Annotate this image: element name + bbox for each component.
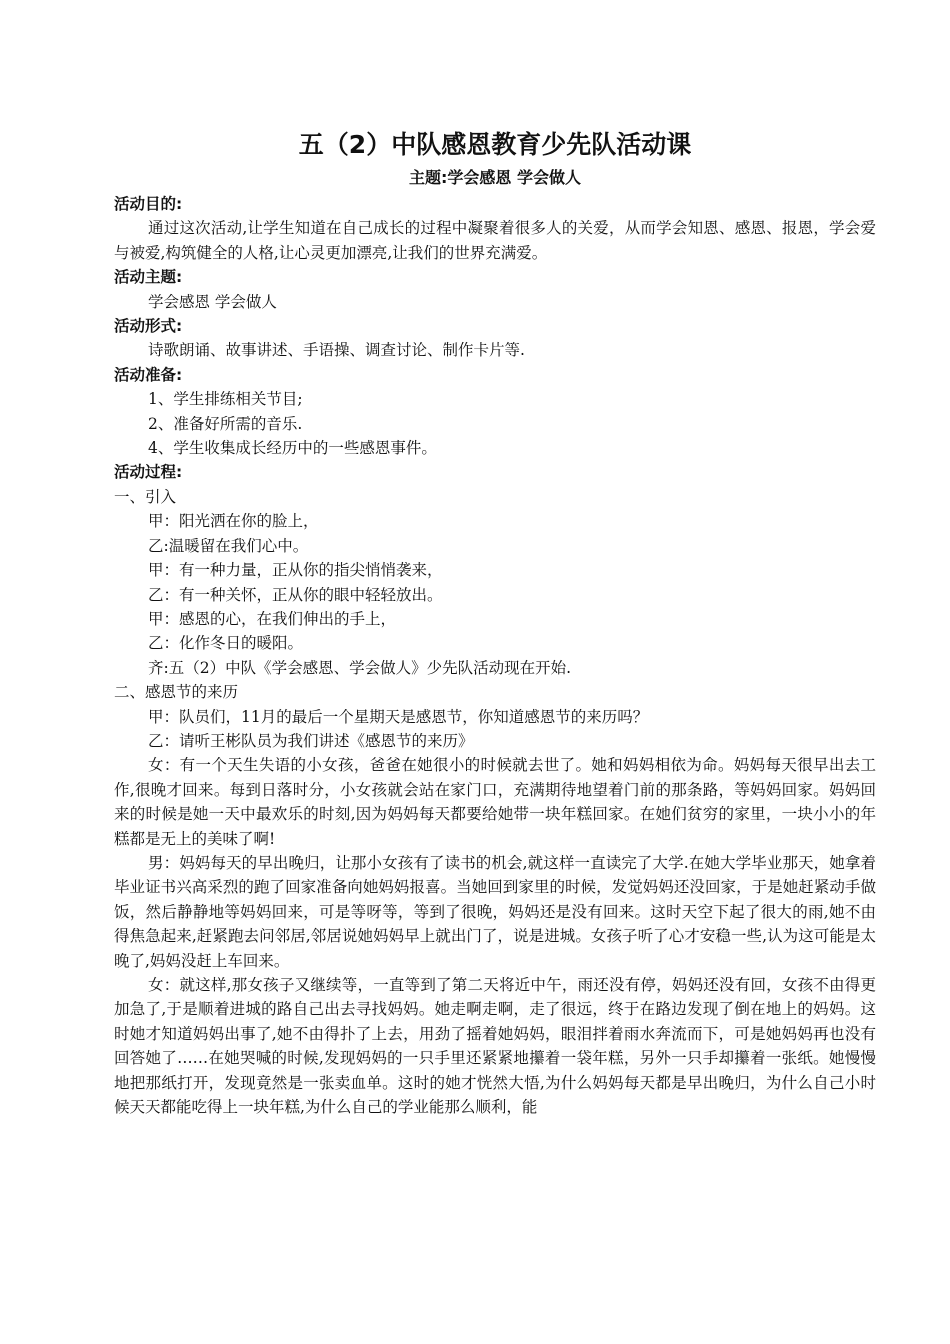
dialogue-line: 齐:五（2）中队《学会感恩、学会做人》少先队活动现在开始. bbox=[148, 658, 572, 677]
dialogue-line: 乙:温暖留在我们心中。 bbox=[148, 536, 309, 555]
section-heading-thanksgiving: 二、感恩节的来历 bbox=[114, 683, 239, 702]
dialogue-line: 甲：有一种力量，正从你的指尖悄悄袭来， bbox=[148, 561, 443, 580]
story-paragraph: 男：妈妈每天的早出晚归，让那小女孩有了读书的机会,就这样一直读完了大学.在她大学毕业那天，她拿着毕业证书兴高采烈的跑了回家准备向她妈妈报喜。当她回到家里的时候，发觉妈妈还没回家，于是她赶紧动手做饭，然后静静地等妈妈回来，可是等呀等，等到了很晚，妈妈还是没有回来。这时天空下起了很大的雨,她不由得焦急起来,赶紧跑去问邻居,邻居说她妈妈早上就出门了，说是进城。女孩子听了心才安稳一些,认为这可能是太晚了,妈妈没赶上车回来。 bbox=[114, 853, 876, 970]
dialogue-line: 乙：化作冬日的暖阳。 bbox=[148, 634, 304, 653]
story-paragraph: 女：有一个天生失语的小女孩，爸爸在她很小的时候就去世了。她和妈妈相依为命。妈妈每天很早出去工作,很晚才回来。每到日落时分，小女孩就会站在家门口，充满期待地望着门前的那条路，等妈妈回家。妈妈回来的时候是她一天中最欢乐的时刻,因为妈妈每天都要给她带一块年糕回家。在她们贫穷的家里，一块小小的年糕都是无上的美味了啊! bbox=[114, 756, 876, 848]
prep-heading: 活动准备: bbox=[114, 365, 183, 384]
dialogue-line: 甲：队员们，11月的最后一个星期天是感恩节，你知道感恩节的来历吗？ bbox=[148, 707, 649, 726]
goal-heading: 活动目的: bbox=[114, 195, 183, 213]
dialogue-line: 乙：有一种关怀，正从你的眼中轻轻放出。 bbox=[148, 585, 443, 604]
document-title: 五（2）中队感恩教育少先队活动课 bbox=[298, 130, 692, 159]
dialogue-line: 甲：阳光洒在你的脸上， bbox=[148, 512, 319, 531]
theme-heading: 活动主题: bbox=[114, 268, 183, 287]
process-heading: 活动过程: bbox=[114, 463, 183, 482]
theme-text: 学会感恩 学会做人 bbox=[148, 292, 277, 311]
dialogue-line: 甲：感恩的心，在我们伸出的手上， bbox=[148, 609, 397, 628]
prep-item: 2、准备好所需的音乐. bbox=[148, 414, 303, 433]
story-paragraph: 女：就这样,那女孩子又继续等，一直等到了第二天将近中午，雨还没有停，妈妈还没有回，女孩不由得更加急了,于是顺着进城的路自己出去寻找妈妈。她走啊走啊，走了很远，终于在路边发现了倒在地上的妈妈。这时她才知道妈妈出事了,她不由得扑了上去，用劲了摇着她妈妈，眼泪拌着雨水奔流而下，可是她妈妈再也没有回答她了……在她哭喊的时候,发现妈妈的一只手里还紧紧地攥着一袋年糕，另外一只手却攥着一张纸。她慢慢地把那纸打开，发现竟然是一张卖血单。这时的她才恍然大悟,为什么妈妈每天都是早出晚归，为什么自己小时候天天都能吃得上一块年糕,为什么自己的学业能那么顺利，能 bbox=[114, 976, 876, 1117]
document-page bbox=[114, 128, 876, 1119]
form-heading: 活动形式: bbox=[114, 317, 183, 336]
section-heading-intro: 一、引入 bbox=[114, 487, 177, 506]
prep-item: 4、学生收集成长经历中的一些感恩事件。 bbox=[148, 439, 437, 458]
form-text: 诗歌朗诵、故事讲述、手语操、调查讨论、制作卡片等. bbox=[148, 341, 525, 360]
document-subtitle: 主题:学会感恩 学会做人 bbox=[409, 168, 581, 187]
goal-text: 通过这次活动,让学生知道在自己成长的过程中凝聚着很多人的关爱，从而学会知恩、感恩、报恩，学会爱与被爱,构筑健全的人格,让心灵更加漂亮,让我们的世界充满爱。 bbox=[114, 219, 876, 262]
prep-item: 1、学生排练相关节目; bbox=[148, 390, 303, 409]
dialogue-line: 乙：请听王彬队员为我们讲述《感恩节的来历》 bbox=[148, 731, 474, 750]
